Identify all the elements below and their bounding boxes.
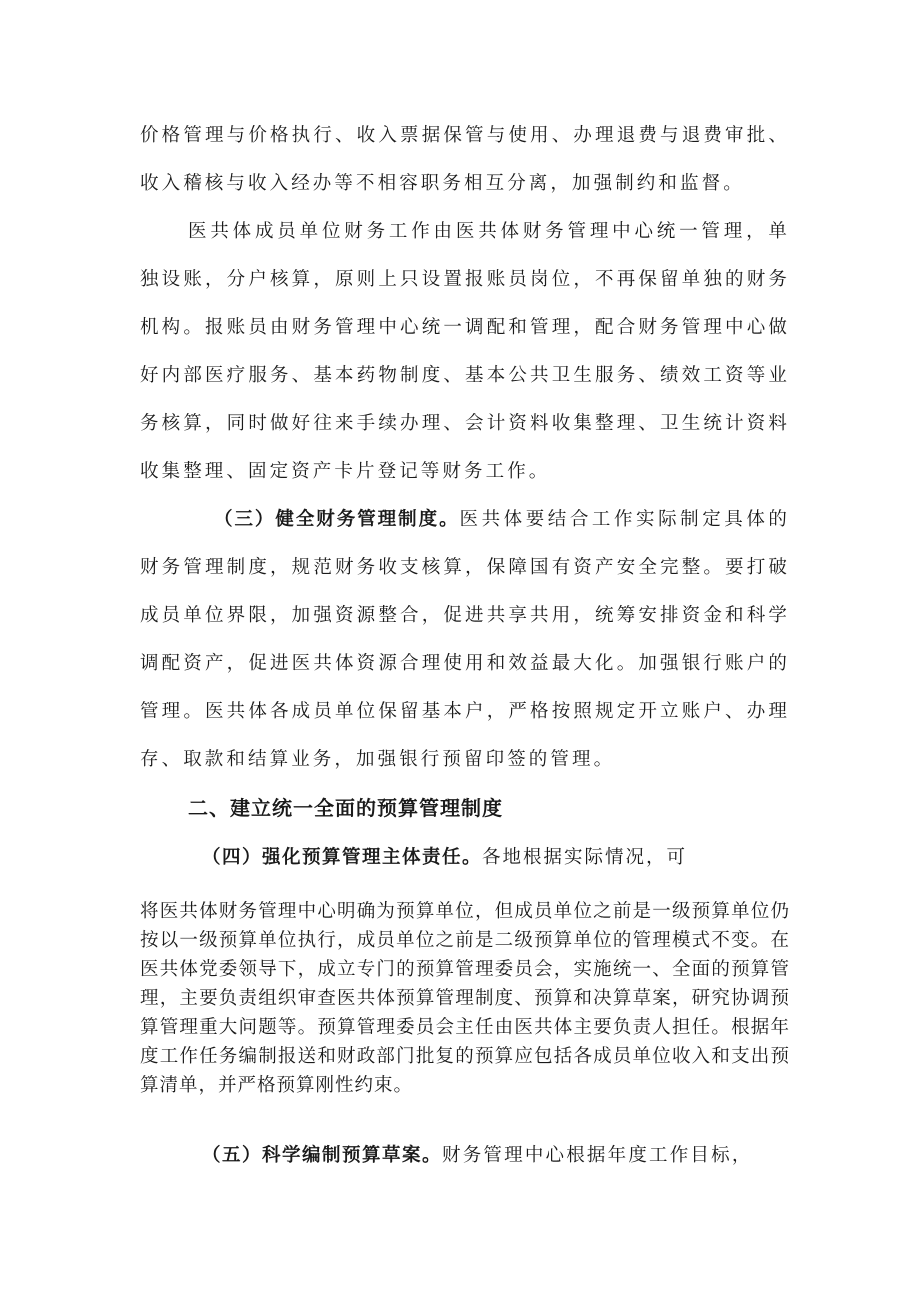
subheading-budget-draft: （五）科学编制预算草案。 — [202, 1145, 443, 1166]
paragraph-member-unit-finance: 医共体成员单位财务工作由医共体财务管理中心统一管理，单独设账，分户核算，原则上只设置报账员岗位，不再保留单独的财务机构。报账员由财务管理中心统一调配和管理，配合财务管理中心做好内部医疗服务、基本药物制度、基本公共卫生服务、绩效工资等业务核算，同时做好往来手续办理、会计资料收集整理、卫生统计资料收集整理、固定资产卡片登记等财务工作。 — [140, 221, 790, 482]
paragraph-financial-system-body: 医共体要结合工作实际制定具体的财务管理制度，规范财务收支核算，保障国有资产安全完整。要打破成员单位界限，加强资源整合，促进共享共用，统筹安排资金和科学调配资产，促进医共体资源合理使用和效益最大化。加强银行账户的管理。医共体各成员单位保留基本户，严格按照规定开立账户、办理存、取款和结算业务，加强银行预留印签的管理。 — [140, 509, 790, 770]
paragraph-financial-system — [140, 496, 790, 784]
paragraph-budget-draft-body: 财务管理中心根据年度工作目标， — [442, 1145, 753, 1166]
section-title-budget: 二、建立统一全面的预算管理制度 — [188, 796, 503, 820]
paragraph-budget-responsibility-body: 各地根据实际情况，可 — [482, 847, 688, 868]
paragraph-budget-draft — [140, 1132, 790, 1180]
subheading-financial-system: （三）健全财务管理制度。 — [214, 509, 460, 530]
subheading-budget-responsibility: （四）强化预算管理主体责任。 — [202, 847, 483, 868]
paragraph-budget-responsibility — [140, 834, 790, 882]
paragraph-separation-of-duties: 价格管理与价格执行、收入票据保管与使用、办理退费与退费审批、收入稽核与收入经办等不相容职务相互分离，加强制约和监督。 — [140, 125, 790, 194]
paragraph-budget-unit: 将医共体财务管理中心明确为预算单位，但成员单位之前是一级预算单位仍按以一级预算单位执行，成员单位之前是二级预算单位的管理模式不变。在医共体党委领导下，成立专门的预算管理委员会，实施统一、全面的预算管理，主要负责组织审查医共体预算管理制度、预算和决算草案，研究协调预算管理重大问题等。预算管理委员会主任由医共体主要负责人担任。根据年度工作任务编制报送和财政部门批复的预算应包括各成员单位收入和支出预算清单，并严格预算刚性约束。 — [140, 901, 790, 1096]
